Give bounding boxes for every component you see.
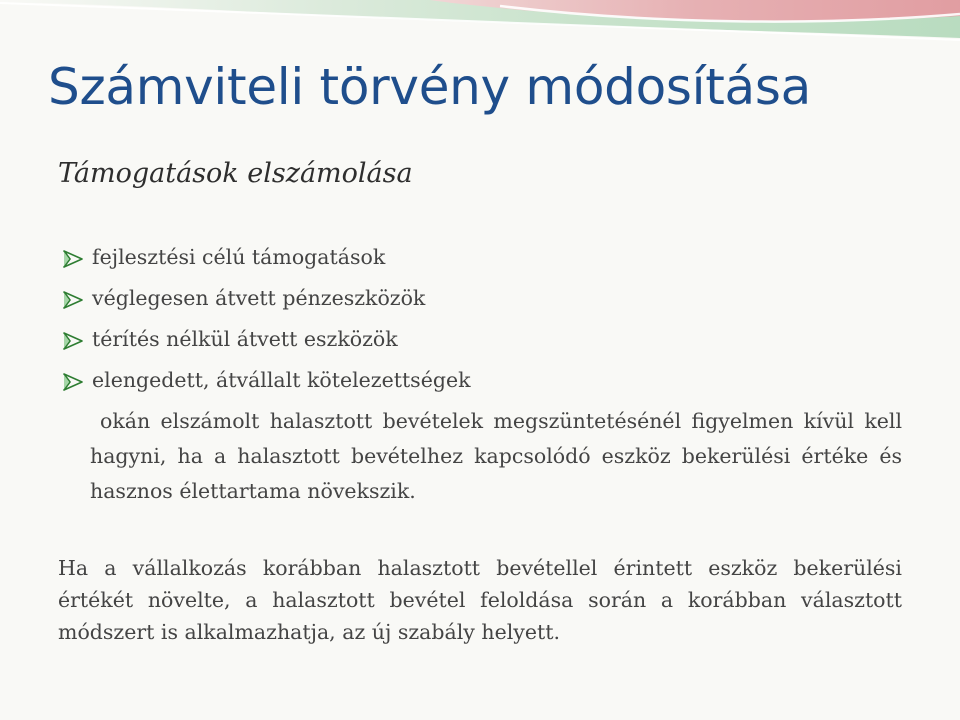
- slide-title: Számviteli törvény módosítása: [48, 58, 811, 116]
- bullet-text: elengedett, átvállalt kötelezettségek: [92, 368, 471, 392]
- paragraph-continuation: okán elszámolt halasztott bevételek megszüntetésénél figyelmen kívül kell hagyni, ha a halasztott bevételhez kapcsolódó eszköz bekerülési értéke és hasznos élettartama növekszik.: [90, 409, 902, 503]
- paragraph-note: Ha a vállalkozás korábban halasztott bevétellel érintett eszköz bekerülési értékét növelte, a halasztott bevétel feloldása során a korábban választott módszert is alkalmazhatja, az új szabály helyett.: [58, 556, 902, 644]
- bullet-text: véglegesen átvett pénzeszközök: [92, 286, 426, 310]
- arrow-bullet-icon: [62, 249, 84, 269]
- list-item: [62, 245, 471, 286]
- bullet-text: térítés nélkül átvett eszközök: [92, 327, 398, 351]
- bullet-text: fejlesztési célú támogatások: [92, 245, 386, 269]
- decorative-banner: [0, 0, 960, 50]
- arrow-bullet-icon: [62, 331, 84, 351]
- list-item: [62, 327, 471, 368]
- list-item: [62, 286, 471, 327]
- slide-subtitle: Támogatások elszámolása: [58, 158, 413, 189]
- bullet-list: [62, 245, 471, 409]
- arrow-bullet-icon: [62, 290, 84, 310]
- arrow-bullet-icon: [62, 372, 84, 392]
- list-item: [62, 368, 471, 409]
